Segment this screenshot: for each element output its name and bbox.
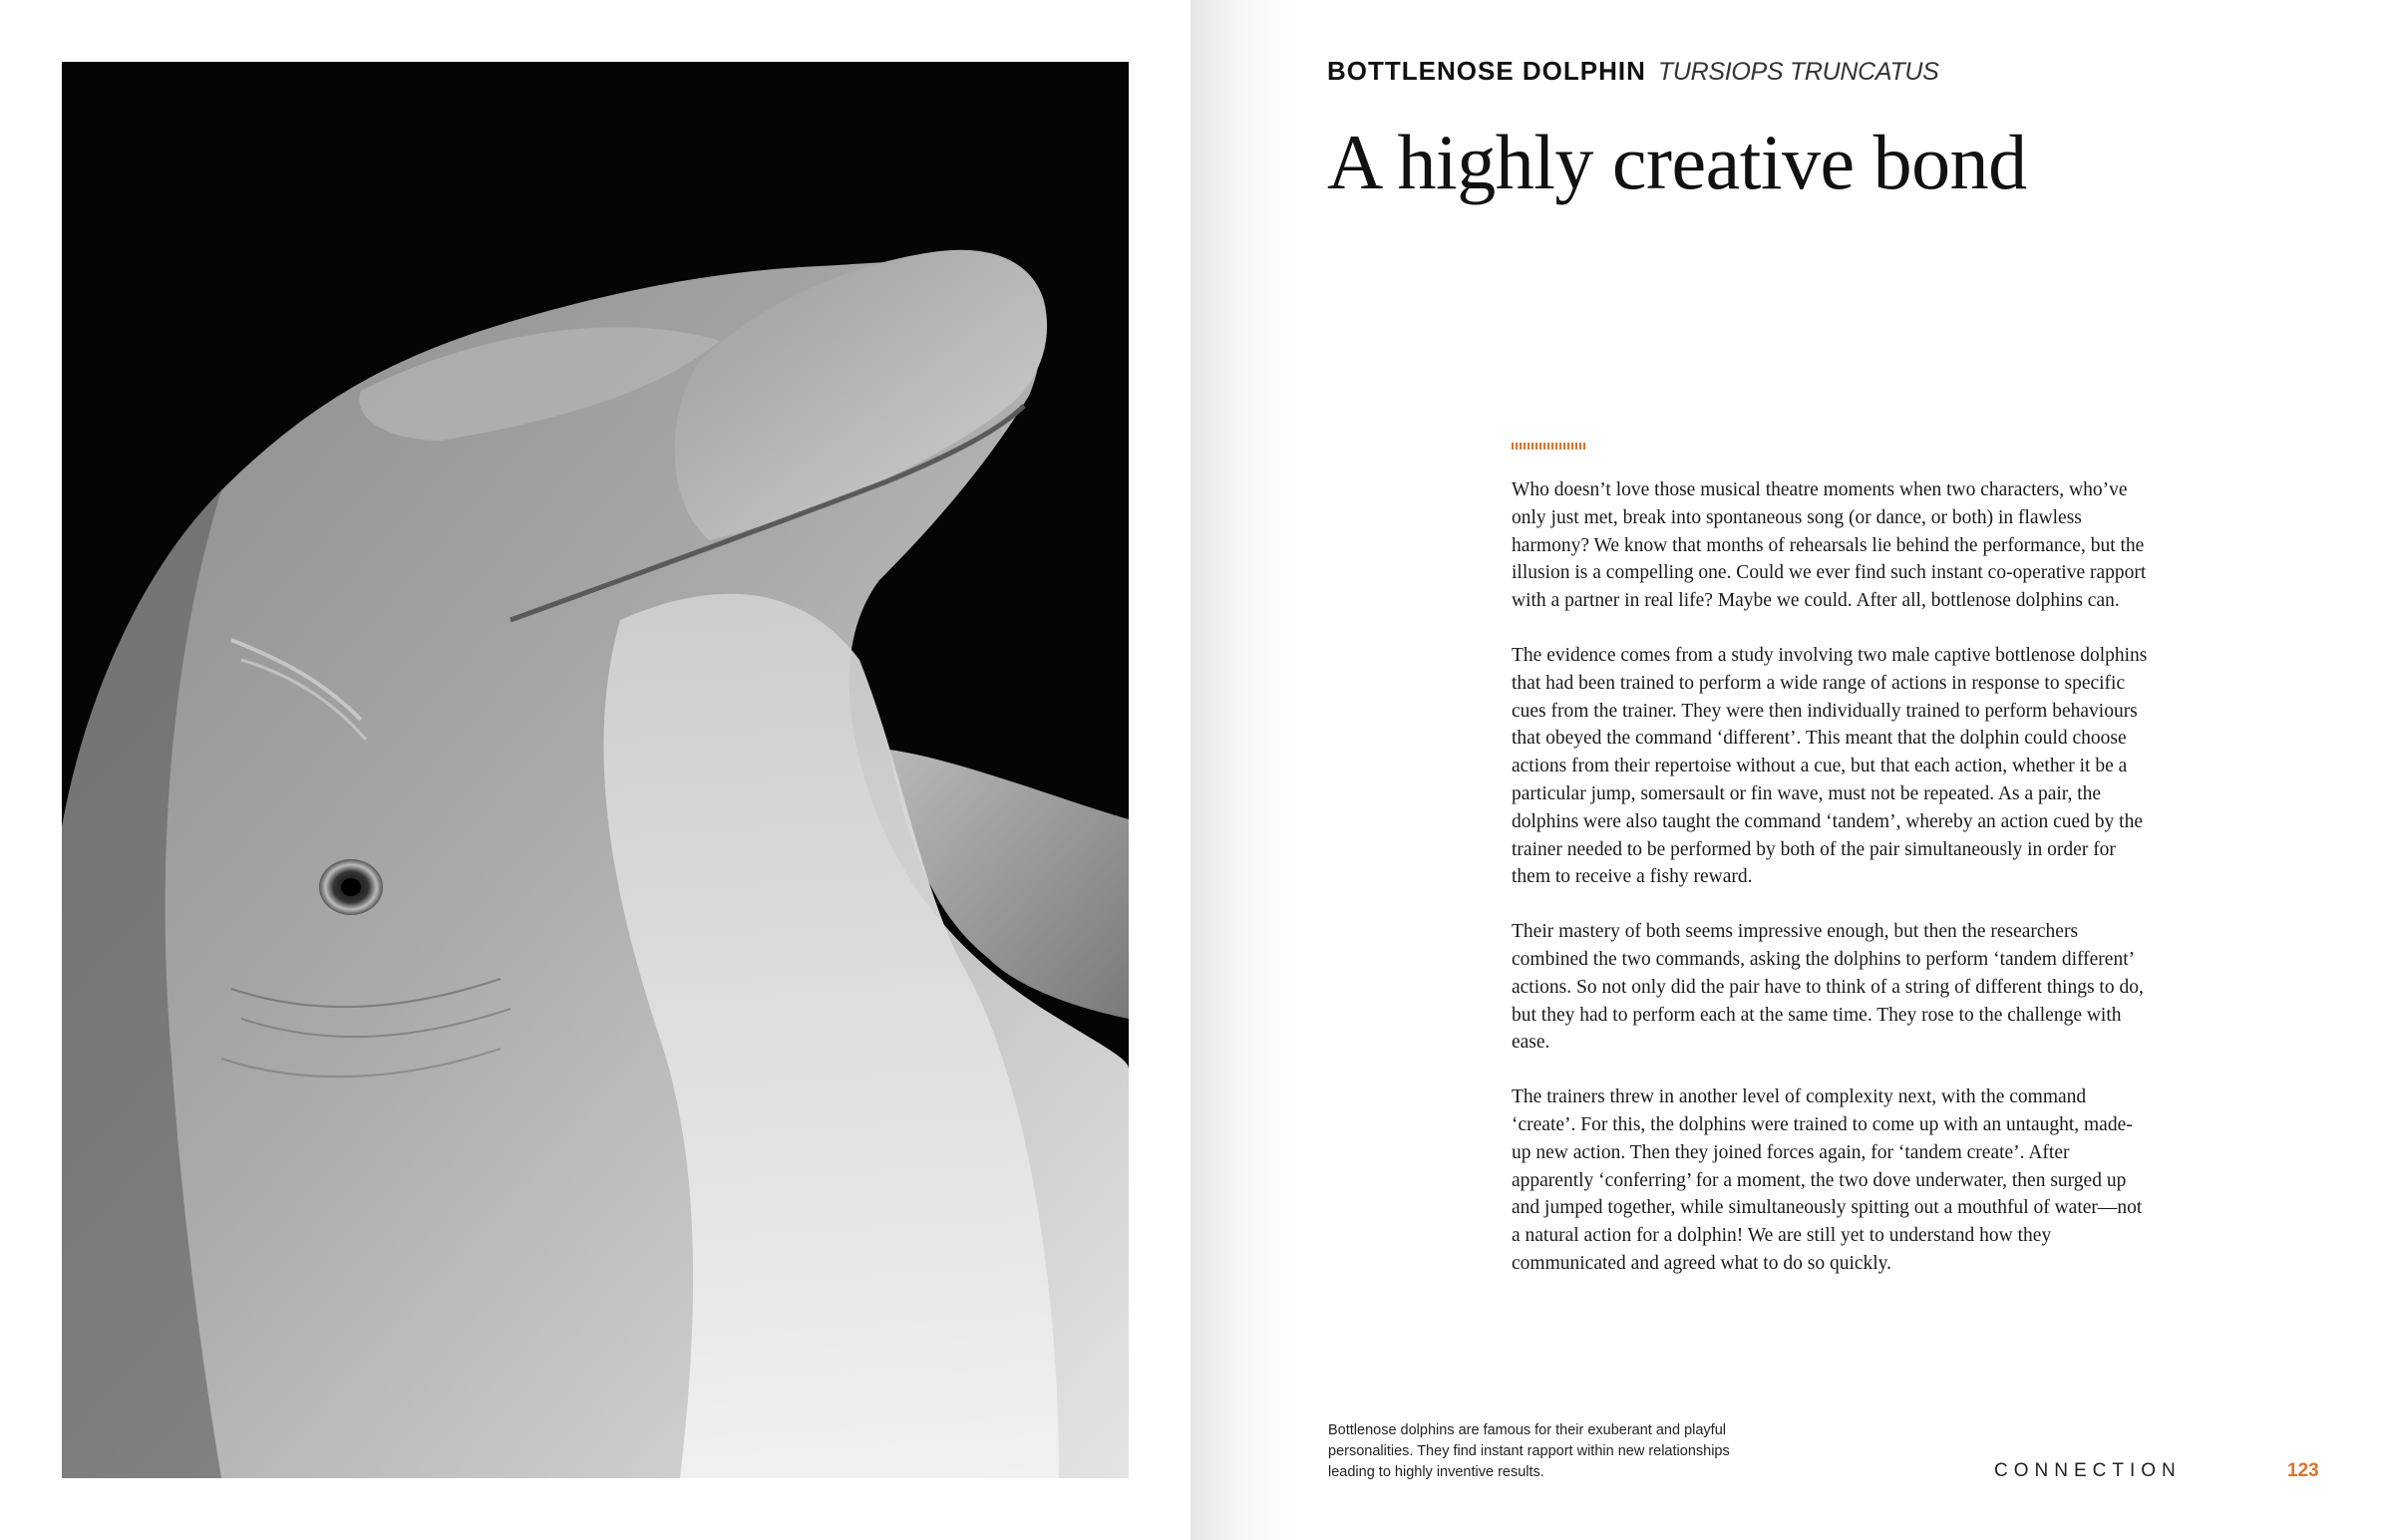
photo-caption: Bottlenose dolphins are famous for their exuberant and playful personalities. They find instant rapport within new relationships leading to highly inventive results. (1328, 1422, 1730, 1480)
body-paragraph: The trainers threw in another level of complexity next, with the command ‘create’. For this, the dolphins were trained to come up with an untaught, made-up new action. Then they joined forces again, for ‘tandem create’. After apparently ‘conferring’ for a moment, the two dove underwater, then surged up and jumped together, while simultaneously spitting out a mouthful of water—not a natural action for a dolphin! We are still yet to understand how they communicated and agreed what to do so quickly. (1512, 1086, 2143, 1274)
page-headline: A highly creative bond (1327, 119, 2027, 205)
article-body (1512, 476, 2150, 1305)
page-number: 123 (2287, 1460, 2319, 1481)
dolphin-illustration (62, 62, 1129, 1478)
species-header (1327, 56, 1939, 87)
species-common-name: BOTTLENOSE DOLPHIN (1327, 56, 1646, 86)
right-page (1190, 0, 2381, 1540)
footer-section-label: CONNECTION (1994, 1460, 2182, 1481)
body-paragraph: The evidence comes from a study involving two male captive bottlenose dolphins that had been trained to perform a wide range of actions in response to specific cues from the trainer. They were then individually trained to perform behaviours that obeyed the command ‘different’. This meant that the dolphin could choose actions from their repertoise without a cue, but that each action, whether it be a particular jump, somersault or fin wave, must not be repeated. As a pair, the dolphins were also taught the command ‘tandem’, whereby an action cued by the trainer needed to be performed by both of the pair simultaneously in order for them to receive a fishy reward. (1512, 644, 2148, 888)
dolphin-photo (62, 62, 1129, 1478)
body-paragraph: Their mastery of both seems impressive enough, but then the researchers combined the two commands, asking the dolphins to perform ‘tandem different’ actions. So not only did the pair have to think of a string of different things to do, but they had to perform each at the same time. They rose to the challenge with ease. (1512, 921, 2144, 1054)
body-paragraph: Who doesn’t love those musical theatre moments when two characters, who’ve only just met, break into spontaneous song (or dance, or both) in flawless harmony? We know that months of rehearsals lie behind the performance, but the illusion is a compelling one. Could we ever find such instant co-operative rapport with a partner in real life? Maybe we could. After all, bottlenose dolphins can. (1512, 479, 2147, 612)
orange-ornament-rule (1512, 443, 1587, 450)
left-page (0, 0, 1190, 1540)
species-latin-name: TURSIOPS TRUNCATUS (1657, 58, 1939, 86)
